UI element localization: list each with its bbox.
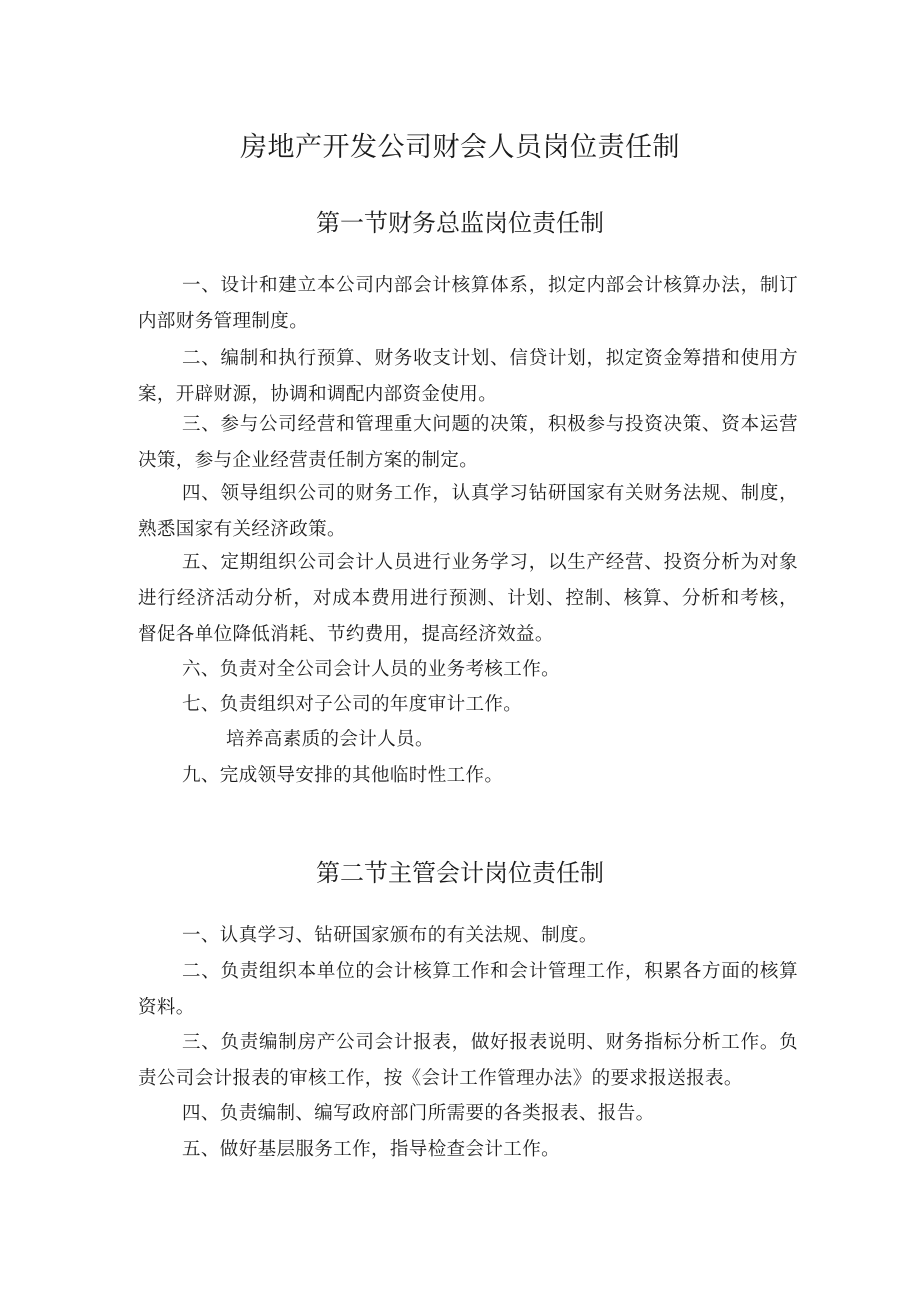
section-1-item-9: 九、完成领导安排的其他临时性工作。 [182, 765, 504, 786]
section-2-item-3: 三、负责编制房产公司会计报表，做好报表说明、财务指标分析工作。负责公司会计报表的审核工作，按《会计工作管理办法》的要求报送报表。 [138, 1032, 798, 1089]
section-1-item-4: 四、领导组织公司的财务工作，认真学习钻研国家有关财务法规、制度，熟悉国家有关经济政策。 [138, 483, 798, 540]
section-2-item-2: 二、负责组织本单位的会计核算工作和会计管理工作，积累各方面的核算资料。 [138, 961, 798, 1018]
section-1-item-7: 七、负责组织对子公司的年度审计工作。 [182, 694, 523, 715]
section-1-item-5: 五、定期组织公司会计人员进行业务学习，以生产经营、投资分析为对象进行经济活动分析，对成本费用进行预测、计划、控制、核算、分析和考核，督促各单位降低消耗、节约费用，提高经济效益。 [138, 552, 798, 645]
section-1-title: 第一节财务总监岗位责任制 [316, 209, 604, 237]
section-1-item-3: 三、参与公司经营和管理重大问题的决策，积极参与投资决策、资本运营决策，参与企业经营责任制方案的制定。 [138, 414, 798, 471]
section-2-item-5: 五、做好基层服务工作，指导检查会计工作。 [182, 1139, 561, 1160]
section-1-item-8: 培养高素质的会计人员。 [226, 729, 434, 750]
section-1-item-2: 二、编制和执行预算、财务收支计划、信贷计划，拟定资金筹措和使用方案，开辟财源，协调和调配内部资金使用。 [138, 348, 798, 405]
section-2-item-4: 四、负责编制、编写政府部门所需要的各类报表、报告。 [182, 1103, 655, 1124]
section-2-title: 第二节主管会计岗位责任制 [316, 859, 604, 887]
document-title: 房地产开发公司财会人员岗位责任制 [240, 132, 680, 163]
section-2-item-1: 一、认真学习、钻研国家颁布的有关法规、制度。 [182, 925, 598, 946]
section-1-item-1: 一、设计和建立本公司内部会计核算体系，拟定内部会计核算办法，制订内部财务管理制度。 [138, 275, 798, 332]
section-1-item-6: 六、负责对全公司会计人员的业务考核工作。 [182, 659, 561, 680]
